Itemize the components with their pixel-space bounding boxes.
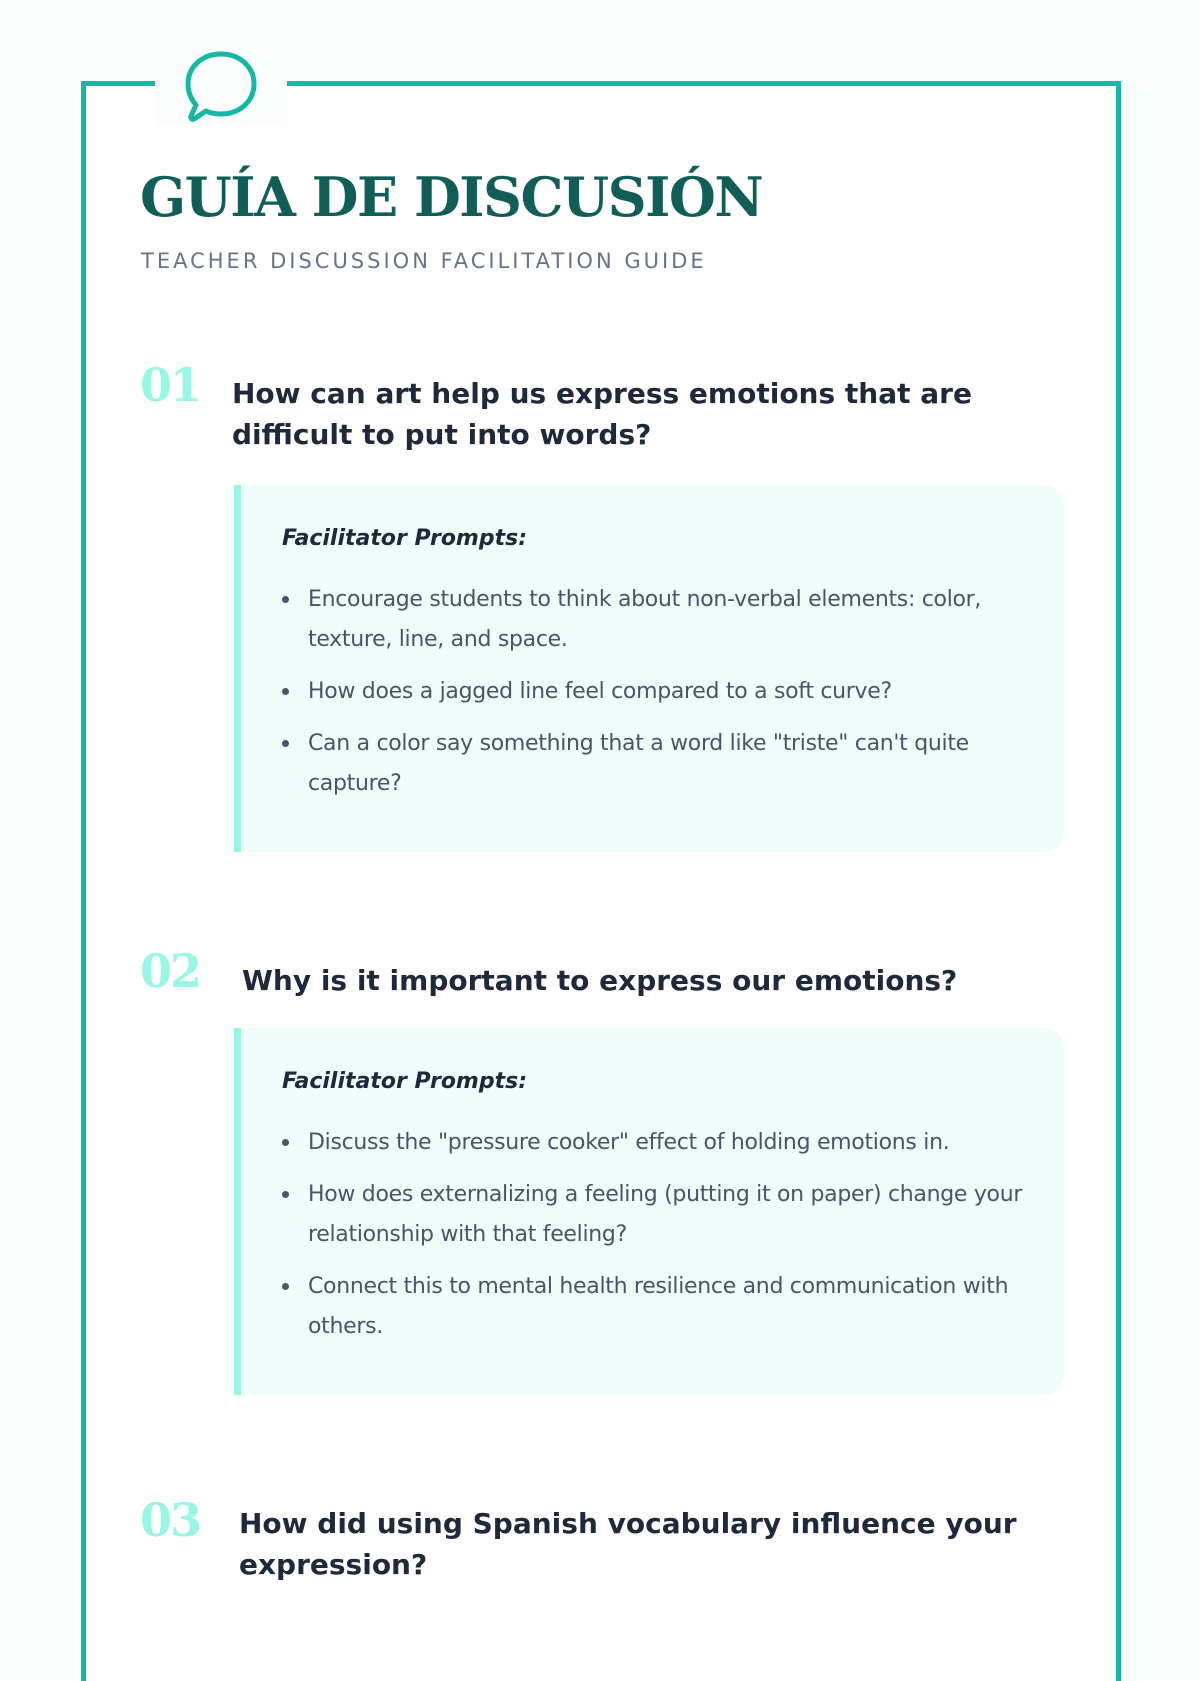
bullet-icon <box>282 1283 289 1290</box>
question-number: 01 <box>140 358 201 412</box>
prompt-text: Can a color say something that a word like "triste" can't quite capture? <box>308 731 969 796</box>
prompt-item <box>282 1175 1024 1255</box>
prompt-item <box>282 724 1024 804</box>
bullet-icon <box>282 596 289 603</box>
prompts-heading: Facilitator Prompts: <box>282 1069 528 1094</box>
prompts-list <box>282 580 1024 804</box>
page-subtitle: TEACHER DISCUSSION FACILITATION GUIDE <box>141 249 707 273</box>
prompt-text: Connect this to mental health resilience and communication with others. <box>308 1274 1009 1339</box>
question-number: 03 <box>140 1493 201 1547</box>
question-number: 02 <box>140 944 201 998</box>
facilitator-prompts-box <box>234 485 1064 852</box>
bullet-icon <box>282 740 289 747</box>
prompt-text: How does a jagged line feel compared to a soft curve? <box>308 679 892 704</box>
prompt-item <box>282 1267 1024 1347</box>
facilitator-prompts-box <box>234 1028 1064 1395</box>
question-text: How did using Spanish vocabulary influence your expression? <box>239 1507 1017 1581</box>
prompts-list <box>282 1123 1024 1347</box>
prompt-item <box>282 1123 1024 1163</box>
prompt-item <box>282 580 1024 660</box>
prompt-text: How does externalizing a feeling (putting it on paper) change your relationship with that feeling? <box>308 1182 1023 1247</box>
prompt-text: Discuss the "pressure cooker" effect of holding emotions in. <box>308 1130 950 1155</box>
prompt-text: Encourage students to think about non-verbal elements: color, texture, line, and space. <box>308 587 982 652</box>
guide-frame <box>81 81 1121 1681</box>
bullet-icon <box>282 1191 289 1198</box>
page-title: GUÍA DE DISCUSIÓN <box>140 165 763 229</box>
header-icon-container <box>155 46 287 126</box>
prompts-heading: Facilitator Prompts: <box>282 526 528 551</box>
bullet-icon <box>282 688 289 695</box>
prompt-item <box>282 672 1024 712</box>
question-text: Why is it important to express our emotions? <box>242 964 958 997</box>
speech-bubble-icon <box>182 47 260 125</box>
bullet-icon <box>282 1139 289 1146</box>
question-text: How can art help us express emotions that are difficult to put into words? <box>232 377 972 451</box>
